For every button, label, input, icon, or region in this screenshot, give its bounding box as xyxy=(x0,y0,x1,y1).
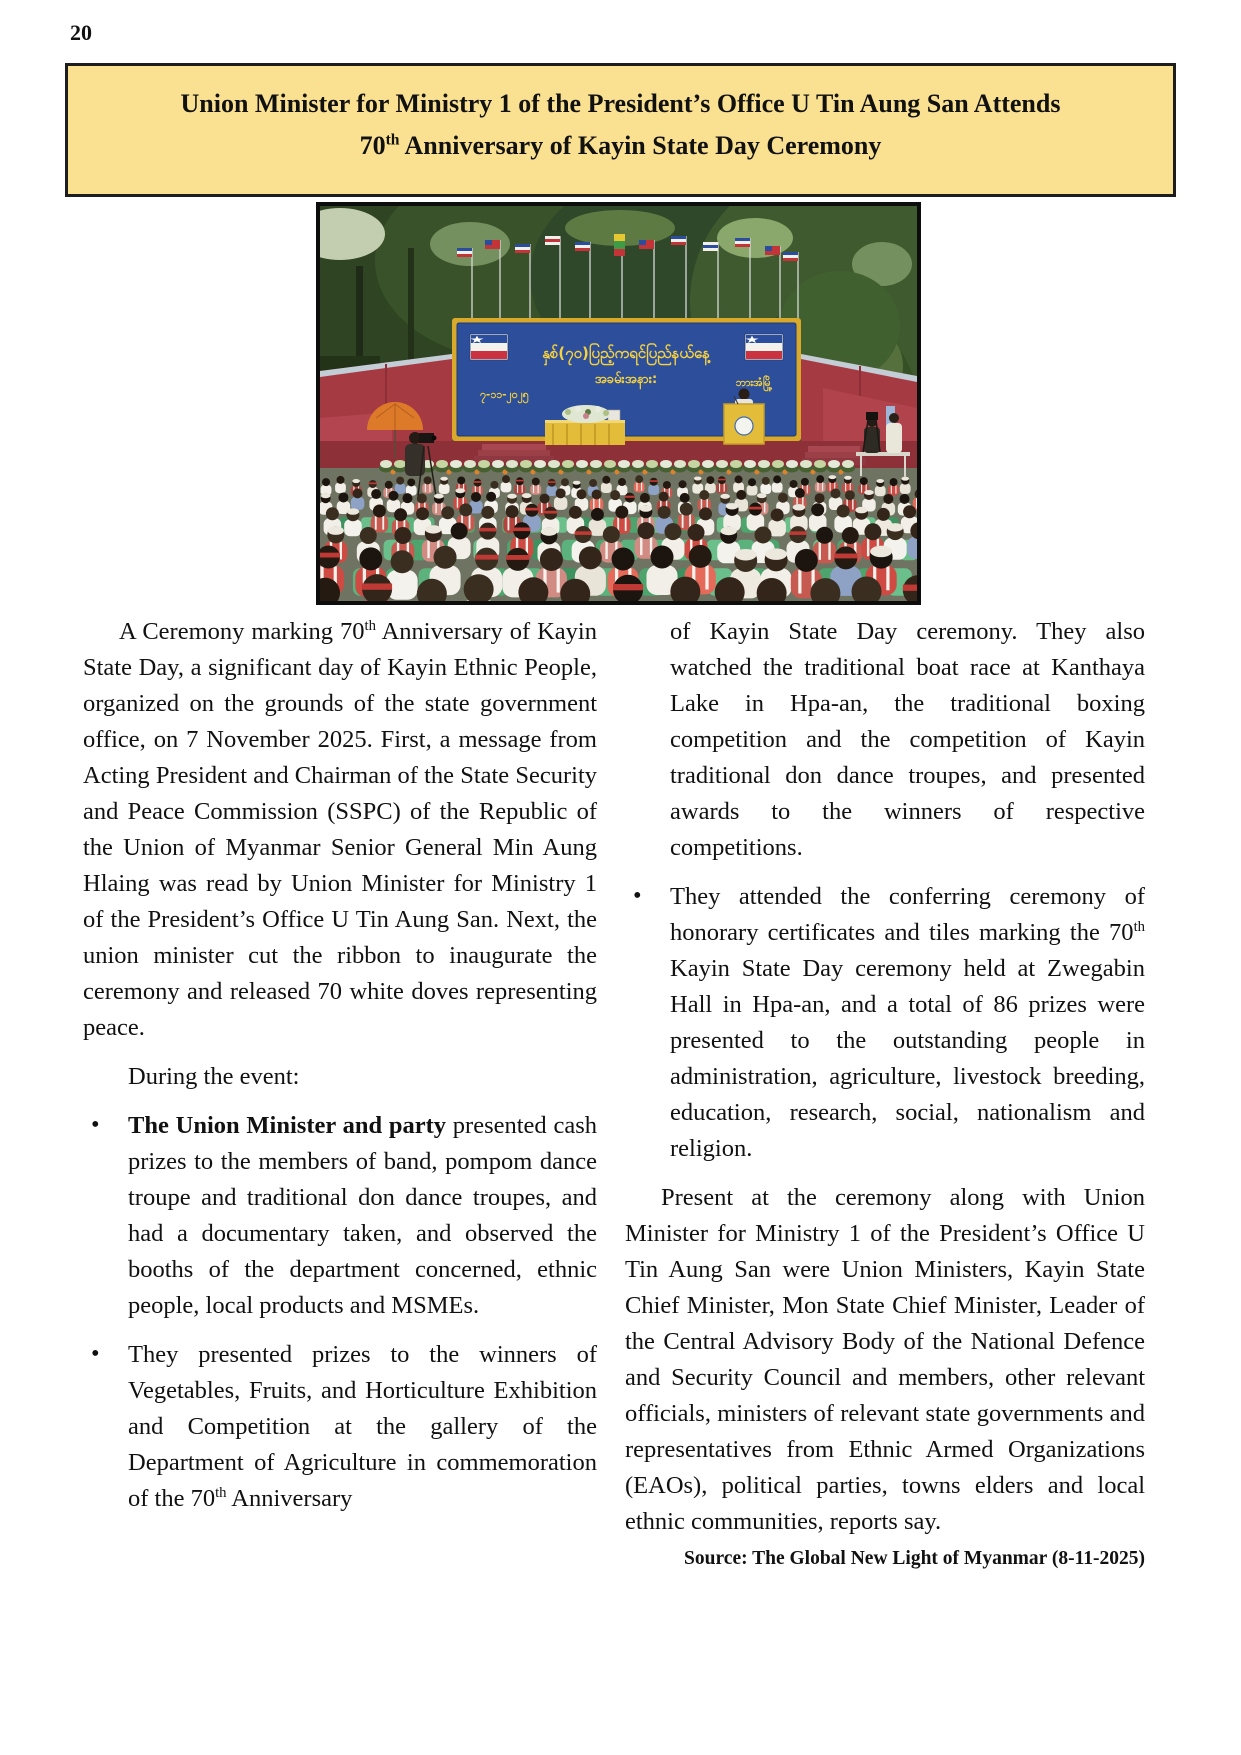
headline-line-1: Union Minister for Ministry 1 of the President’s Office U Tin Aung San Attends xyxy=(180,89,1061,118)
block-text xyxy=(670,618,1145,861)
text-segment: A Ceremony marking 70 xyxy=(119,618,365,645)
source-line: Source: The Global New Light of Myanmar (8-11-2025) xyxy=(684,1548,1145,1569)
article-column-right xyxy=(625,614,1145,1572)
text-segment: Kayin State Day ceremony held at Zwegabin Hall in Hpa-an, and a total of 86 prizes were presented to the outstanding people in administration, agriculture, livestock breeding, education, research, social, nationalism and religion. xyxy=(670,955,1145,1162)
banner-location-text: ဘားအံမြို့ xyxy=(735,377,772,389)
text-segment: of Kayin State Day ceremony. They also watched the traditional boat race at Kanthaya Lake in Hpa-an, the traditional boxing competition and the competition of Kayin traditional don dance troupes, and presented awards to the winners of respective competitions. xyxy=(670,618,1145,861)
text-segment: Anniversary of Kayin State Day Ceremony xyxy=(399,131,882,160)
ceremony-photo xyxy=(316,202,921,605)
text-segment: presented cash prizes to the members of band, pompom dance troupe and traditional don dance troupes, and had a documentary taken, and observed the booths of the department concerned, ethnic people, local products and MSMEs. xyxy=(128,1112,597,1319)
bullet-marker: • xyxy=(633,882,642,909)
superscript-text: th xyxy=(385,131,400,149)
text-segment: They attended the conferring ceremony of honorary certificates and tiles marking the 70 xyxy=(670,883,1145,946)
block-text xyxy=(128,1112,597,1319)
superscript-text: th xyxy=(364,617,376,634)
text-segment: Anniversary xyxy=(226,1485,353,1512)
text-segment: They presented prizes to the winners of Vegetables, Fruits, and Horticulture Exhibition and Competition at the gallery of the Department of Agriculture in commemoration of the 70 xyxy=(128,1341,597,1512)
bullet-marker: • xyxy=(91,1111,100,1138)
article-column-left xyxy=(83,614,597,1517)
photo-illustration xyxy=(320,206,917,601)
text-segment: 70 xyxy=(359,131,386,160)
text-segment: Present at the ceremony along with Union Minister for Ministry 1 of the President’s Office U Tin Aung San were Union Ministers, Kayin State Chief Minister, Mon State Chief Minister, Leader of the Central Advisory Body of the National Defence and Security Council and members, other relevant officials, ministers of relevant state governments and representatives from Ethnic Armed Organizations (EAOs), political parties, towns elders and local ethnic communities, reports say. xyxy=(625,1184,1145,1535)
headline-box xyxy=(65,63,1176,197)
article-paragraph xyxy=(83,614,597,1046)
kayin-flag-right xyxy=(745,334,783,360)
bullet-item xyxy=(625,879,1145,1167)
text-segment: The Union Minister and party xyxy=(128,1112,447,1139)
bullet-item xyxy=(83,1337,597,1517)
block-text xyxy=(128,1341,597,1512)
article-paragraph xyxy=(625,1180,1145,1540)
banner-date-text: ၇-၁၁-၂၀၂၅ xyxy=(480,389,529,401)
banner-subtitle-text: အခမ်းအနား: xyxy=(594,372,658,387)
banner-title-text: နှစ်(၇၀)ပြည့်ကရင်ပြည်နယ်နေ့ xyxy=(542,344,710,362)
page-number: 20 xyxy=(70,20,92,45)
headline-line-2 xyxy=(68,125,1173,167)
text-segment: During the event: xyxy=(128,1063,300,1090)
section-lead-line xyxy=(83,1059,597,1095)
superscript-text: th xyxy=(1133,918,1145,935)
block-text xyxy=(128,1063,299,1090)
block-text xyxy=(83,618,597,1041)
text-segment: Anniversary of Kayin State Day, a significant day of Kayin Ethnic People, organized on the grounds of the state government office, on 7 November 2025. First, a message from Acting President and Chairman of the State Security and Peace Commission (SSPC) of the Republic of the Union of Myanmar Senior General Min Aung Hlaing was read by Union Minister for Ministry 1 of the President’s Office U Tin Aung San. Next, the union minister cut the ribbon to inaugurate the ceremony and released 70 white doves representing peace. xyxy=(83,618,597,1041)
bullet-marker: • xyxy=(91,1340,100,1367)
bullet-item xyxy=(83,1108,597,1324)
bullet-continuation xyxy=(625,614,1145,866)
superscript-text: th xyxy=(215,1484,227,1501)
block-text xyxy=(670,883,1145,1162)
block-text xyxy=(625,1184,1145,1535)
kayin-flag-left xyxy=(470,334,508,360)
